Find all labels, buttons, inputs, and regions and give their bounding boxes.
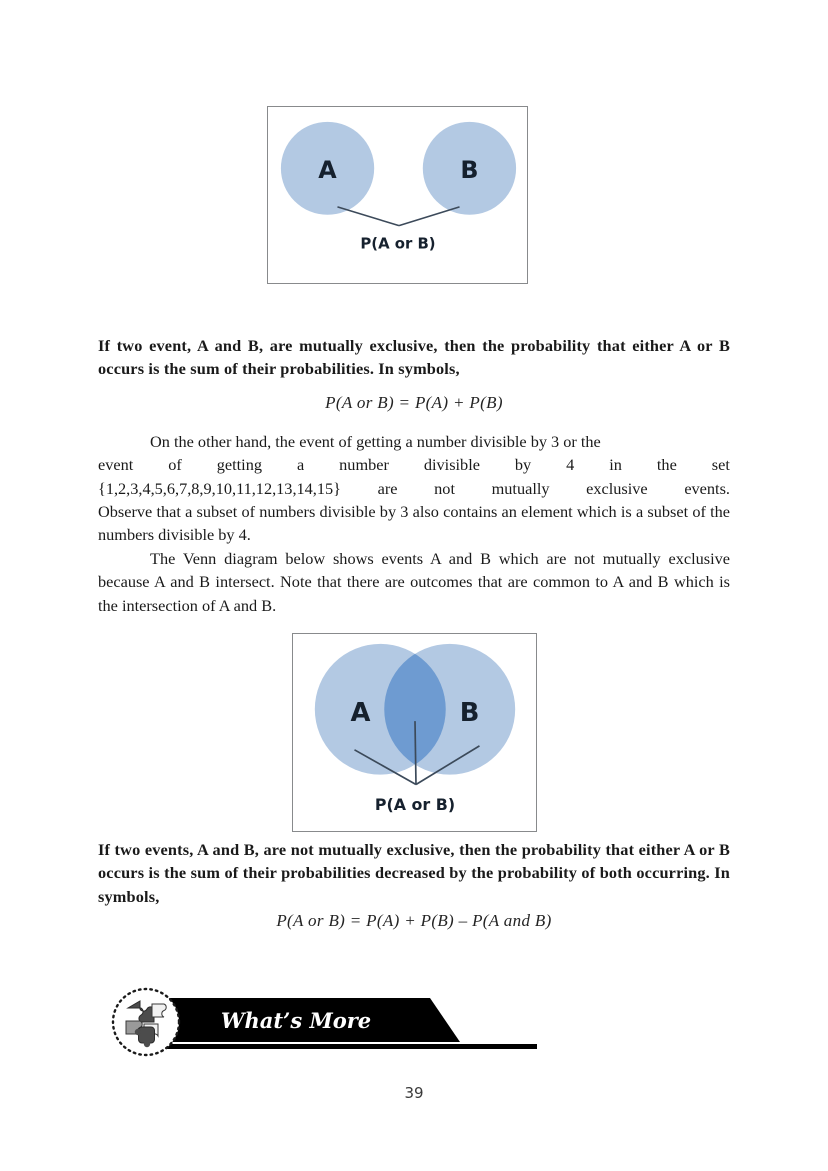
paragraph-line-3-word-0: {1,2,3,4,5,6,7,8,9,10,11,12,13,14,15} — [98, 478, 341, 498]
paragraph-line-2-word-1: of — [168, 455, 182, 475]
venn-diagram-mutually-exclusive — [267, 106, 528, 284]
paragraph-line-2-word-0: event — [98, 455, 134, 475]
equation-addition-rule-inclusive: P(A or B) = P(A) + P(B) – P(A and B) — [276, 911, 552, 930]
paragraph-venn-intro — [98, 547, 730, 617]
venn-diagram-not-mutually-exclusive — [292, 633, 537, 832]
venn-overlap-svg — [293, 634, 536, 831]
banner-title: What’s More — [220, 1008, 372, 1033]
circle-b-label: B — [460, 156, 479, 185]
paragraph-line-3-word-1: are — [377, 478, 398, 498]
paragraph-line-3-word-2: not — [434, 478, 455, 498]
paragraph-line-3-word-3: mutually — [491, 478, 550, 498]
paragraph-line-3 — [98, 477, 730, 500]
paragraph-line-1 — [98, 432, 601, 451]
leader-line-b — [399, 207, 460, 226]
statement-not-mutually-exclusive: If two events, A and B, are not mutually exclusive, then the probability that either A or B occurs is the sum of their probabilities decreased by the probability of both occurring. In symbols, — [98, 840, 730, 906]
statement-mutually-exclusive: If two event, A and B, are mutually exclusive, then the probability that either A or B occurs is the sum of their probabilities. In symbols, — [98, 336, 730, 379]
paragraph-venn-intro-text: The Venn diagram below shows events A and B which are not mutually exclusive because A and B intersect. Note that there are outcomes that are common to A and B which is the intersection of A and B. — [98, 549, 730, 615]
paragraph-line-4: Observe that a subset of numbers divisible by 3 also contains an element — [98, 501, 573, 521]
paragraph-line-3-word-5: events. — [684, 478, 730, 498]
paragraph-line-5: which is a subset of the numbers divisible by 4. — [98, 501, 730, 545]
paragraph-other-hand — [98, 430, 730, 546]
circle-b-label: B — [459, 698, 480, 729]
leader-line-a — [337, 207, 399, 226]
leader-line-intersection — [415, 721, 416, 784]
paragraph-line-1-text: On the other hand, the event of getting a number divisible by 3 or the — [150, 432, 601, 451]
circle-a-label: A — [318, 156, 337, 185]
paragraph-line-2-word-10: set — [711, 455, 730, 475]
banner-underbar — [162, 1044, 537, 1049]
paragraph-line-2-word-5: divisible — [423, 455, 480, 475]
equation-addition-rule-exclusive: P(A or B) = P(A) + P(B) — [325, 393, 503, 412]
paragraph-line-2-word-9: the — [656, 455, 677, 475]
whats-more-banner — [100, 980, 545, 1060]
paragraph-line-2-word-7: 4 — [566, 455, 575, 475]
page-number: 39 — [404, 1084, 424, 1102]
paragraph-line-2-word-2: getting — [216, 455, 262, 475]
banner-svg — [100, 980, 545, 1060]
paragraph-line-2 — [98, 453, 730, 476]
paragraph-line-2-word-3: a — [296, 455, 305, 475]
venn-caption: P(A or B) — [374, 795, 456, 815]
paragraph-line-2-word-4: number — [339, 455, 389, 475]
paragraph-line-3-word-4: exclusive — [586, 478, 648, 498]
paragraph-line-2-word-8: in — [609, 455, 622, 475]
venn-caption: P(A or B) — [360, 234, 436, 253]
circle-a-label: A — [350, 698, 371, 729]
venn-disjoint-svg — [268, 107, 527, 283]
paragraph-line-2-word-6: by — [514, 455, 532, 475]
